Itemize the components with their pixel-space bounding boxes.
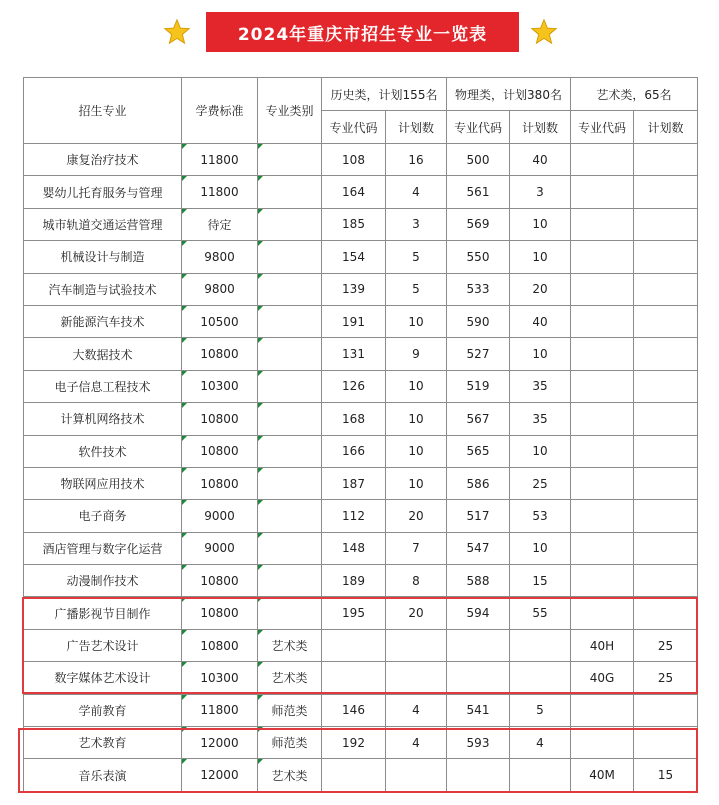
cell-h-code: 166 [322, 435, 386, 467]
cell-a-code [571, 500, 634, 532]
cell-major: 学前教育 [24, 694, 182, 726]
cell-a-code [571, 727, 634, 759]
cell-p-code: 594 [447, 597, 510, 629]
table-row [24, 370, 698, 402]
cell-h-plan [386, 759, 447, 791]
cell-p-plan: 15 [510, 565, 571, 597]
cell-category [258, 305, 322, 337]
header-history-group: 历史类，计划155名 [322, 78, 447, 111]
table-row [24, 727, 698, 759]
star-icon [163, 18, 191, 46]
cell-h-plan: 5 [386, 241, 447, 273]
cell-category [258, 208, 322, 240]
cell-p-plan: 53 [510, 500, 571, 532]
table-row [24, 241, 698, 273]
cell-a-plan [634, 338, 698, 370]
cell-a-code [571, 273, 634, 305]
cell-a-plan [634, 370, 698, 402]
cell-a-code [571, 403, 634, 435]
cell-h-code: 195 [322, 597, 386, 629]
cell-h-plan: 4 [386, 694, 447, 726]
cell-h-code: 185 [322, 208, 386, 240]
cell-a-code [571, 597, 634, 629]
cell-h-plan: 10 [386, 370, 447, 402]
cell-h-plan: 20 [386, 500, 447, 532]
cell-h-code: 168 [322, 403, 386, 435]
cell-category [258, 176, 322, 208]
cell-a-code [571, 532, 634, 564]
cell-p-code [447, 759, 510, 791]
cell-p-plan [510, 629, 571, 661]
cell-h-plan: 16 [386, 144, 447, 176]
cell-h-plan: 5 [386, 273, 447, 305]
star-icon [530, 18, 558, 46]
cell-p-code: 588 [447, 565, 510, 597]
cell-fee: 10300 [182, 662, 258, 694]
cell-category [258, 597, 322, 629]
cell-h-code: 108 [322, 144, 386, 176]
cell-a-plan: 25 [634, 629, 698, 661]
cell-a-plan [634, 208, 698, 240]
cell-p-code: 586 [447, 467, 510, 499]
cell-h-plan: 7 [386, 532, 447, 564]
header-art-group: 艺术类，65名 [571, 78, 698, 111]
cell-h-code [322, 759, 386, 791]
cell-category [258, 273, 322, 305]
cell-major: 音乐表演 [24, 759, 182, 791]
cell-h-plan: 4 [386, 727, 447, 759]
cell-major: 康复治疗技术 [24, 144, 182, 176]
cell-p-code: 565 [447, 435, 510, 467]
cell-a-code [571, 144, 634, 176]
cell-p-code: 527 [447, 338, 510, 370]
cell-p-plan: 10 [510, 208, 571, 240]
table-row [24, 144, 698, 176]
table-row [24, 208, 698, 240]
cell-h-plan: 10 [386, 403, 447, 435]
header-fee: 学费标准 [182, 78, 258, 144]
cell-h-code: 146 [322, 694, 386, 726]
cell-fee: 11800 [182, 176, 258, 208]
cell-h-code [322, 662, 386, 694]
cell-p-plan: 4 [510, 727, 571, 759]
cell-category [258, 403, 322, 435]
cell-major: 动漫制作技术 [24, 565, 182, 597]
cell-a-plan [634, 467, 698, 499]
enrollment-table [23, 77, 698, 792]
cell-p-code: 593 [447, 727, 510, 759]
cell-fee: 10800 [182, 597, 258, 629]
cell-major: 电子商务 [24, 500, 182, 532]
table-body [24, 144, 698, 792]
cell-category [258, 370, 322, 402]
cell-p-plan [510, 759, 571, 791]
cell-h-code: 131 [322, 338, 386, 370]
cell-fee: 11800 [182, 144, 258, 176]
cell-fee: 11800 [182, 694, 258, 726]
header-history-plan: 计划数 [386, 111, 447, 144]
cell-h-plan: 3 [386, 208, 447, 240]
header-major: 招生专业 [24, 78, 182, 144]
cell-major: 广告艺术设计 [24, 629, 182, 661]
cell-a-plan [634, 532, 698, 564]
cell-major: 广播影视节目制作 [24, 597, 182, 629]
cell-p-code: 550 [447, 241, 510, 273]
cell-major: 大数据技术 [24, 338, 182, 370]
table-row [24, 662, 698, 694]
cell-major: 数字媒体艺术设计 [24, 662, 182, 694]
cell-a-plan [634, 273, 698, 305]
cell-fee: 9000 [182, 532, 258, 564]
cell-category: 师范类 [258, 694, 322, 726]
cell-h-code: 187 [322, 467, 386, 499]
cell-a-plan [634, 241, 698, 273]
cell-p-plan: 55 [510, 597, 571, 629]
cell-a-code [571, 435, 634, 467]
header-art-plan: 计划数 [634, 111, 698, 144]
cell-fee: 10800 [182, 565, 258, 597]
cell-major: 城市轨道交通运营管理 [24, 208, 182, 240]
table-row [24, 403, 698, 435]
table-row [24, 629, 698, 661]
cell-major: 计算机网络技术 [24, 403, 182, 435]
cell-h-code: 164 [322, 176, 386, 208]
header-physics-plan: 计划数 [510, 111, 571, 144]
cell-p-plan [510, 662, 571, 694]
cell-p-code [447, 629, 510, 661]
cell-category [258, 144, 322, 176]
title-area [0, 12, 719, 52]
cell-p-plan: 35 [510, 370, 571, 402]
cell-a-code: 40G [571, 662, 634, 694]
cell-p-code [447, 662, 510, 694]
table-row [24, 338, 698, 370]
cell-p-code: 561 [447, 176, 510, 208]
table-row [24, 176, 698, 208]
table-row [24, 500, 698, 532]
cell-h-code: 112 [322, 500, 386, 532]
cell-fee: 9000 [182, 500, 258, 532]
cell-fee: 待定 [182, 208, 258, 240]
header-category: 专业类别 [258, 78, 322, 144]
cell-p-plan: 10 [510, 338, 571, 370]
cell-h-plan: 10 [386, 305, 447, 337]
table-row [24, 759, 698, 791]
cell-a-code [571, 370, 634, 402]
header-history-code: 专业代码 [322, 111, 386, 144]
cell-fee: 9800 [182, 273, 258, 305]
cell-h-plan: 4 [386, 176, 447, 208]
cell-fee: 10800 [182, 435, 258, 467]
cell-category [258, 532, 322, 564]
page-title: 2024年重庆市招生专业一览表 [206, 12, 519, 52]
cell-fee: 12000 [182, 759, 258, 791]
cell-major: 新能源汽车技术 [24, 305, 182, 337]
table-row [24, 597, 698, 629]
cell-p-plan: 3 [510, 176, 571, 208]
table-row [24, 435, 698, 467]
cell-h-plan: 10 [386, 435, 447, 467]
cell-category: 师范类 [258, 727, 322, 759]
cell-h-plan [386, 629, 447, 661]
cell-p-code: 567 [447, 403, 510, 435]
cell-p-code: 547 [447, 532, 510, 564]
cell-a-plan [634, 176, 698, 208]
cell-a-plan [634, 435, 698, 467]
cell-p-code: 517 [447, 500, 510, 532]
table-row [24, 273, 698, 305]
cell-a-plan [634, 727, 698, 759]
cell-fee: 10500 [182, 305, 258, 337]
cell-major: 艺术教育 [24, 727, 182, 759]
cell-p-code: 590 [447, 305, 510, 337]
cell-p-plan: 10 [510, 435, 571, 467]
cell-fee: 12000 [182, 727, 258, 759]
cell-a-plan [634, 500, 698, 532]
cell-fee: 10300 [182, 370, 258, 402]
cell-a-code [571, 694, 634, 726]
cell-p-code: 500 [447, 144, 510, 176]
cell-a-code [571, 565, 634, 597]
table-row [24, 532, 698, 564]
cell-a-plan: 25 [634, 662, 698, 694]
cell-category [258, 435, 322, 467]
cell-category: 艺术类 [258, 629, 322, 661]
cell-h-plan: 20 [386, 597, 447, 629]
cell-p-plan: 10 [510, 532, 571, 564]
cell-h-code: 189 [322, 565, 386, 597]
cell-a-plan [634, 305, 698, 337]
table-row [24, 305, 698, 337]
cell-h-code: 126 [322, 370, 386, 402]
cell-major: 酒店管理与数字化运营 [24, 532, 182, 564]
cell-category [258, 241, 322, 273]
cell-h-plan: 9 [386, 338, 447, 370]
cell-category [258, 500, 322, 532]
cell-fee: 10800 [182, 403, 258, 435]
header-art-code: 专业代码 [571, 111, 634, 144]
cell-a-code: 40H [571, 629, 634, 661]
cell-h-code: 148 [322, 532, 386, 564]
cell-a-code [571, 241, 634, 273]
cell-category: 艺术类 [258, 759, 322, 791]
cell-a-plan [634, 403, 698, 435]
cell-a-plan [634, 144, 698, 176]
cell-h-code: 154 [322, 241, 386, 273]
cell-p-plan: 5 [510, 694, 571, 726]
cell-fee: 10800 [182, 629, 258, 661]
cell-a-code [571, 338, 634, 370]
cell-fee: 10800 [182, 338, 258, 370]
cell-category: 艺术类 [258, 662, 322, 694]
cell-major: 汽车制造与试验技术 [24, 273, 182, 305]
header-physics-group: 物理类，计划380名 [447, 78, 571, 111]
cell-h-code [322, 629, 386, 661]
cell-major: 电子信息工程技术 [24, 370, 182, 402]
cell-a-code: 40M [571, 759, 634, 791]
cell-a-code [571, 176, 634, 208]
cell-h-plan: 8 [386, 565, 447, 597]
cell-h-code: 192 [322, 727, 386, 759]
cell-h-plan: 10 [386, 467, 447, 499]
cell-major: 机械设计与制造 [24, 241, 182, 273]
cell-major: 物联网应用技术 [24, 467, 182, 499]
cell-p-plan: 40 [510, 305, 571, 337]
cell-p-plan: 35 [510, 403, 571, 435]
cell-category [258, 467, 322, 499]
cell-p-plan: 10 [510, 241, 571, 273]
cell-p-code: 569 [447, 208, 510, 240]
cell-a-code [571, 467, 634, 499]
cell-p-code: 533 [447, 273, 510, 305]
cell-a-plan: 15 [634, 759, 698, 791]
table-row [24, 467, 698, 499]
cell-major: 婴幼儿托育服务与管理 [24, 176, 182, 208]
cell-category [258, 338, 322, 370]
cell-p-plan: 20 [510, 273, 571, 305]
cell-p-code: 519 [447, 370, 510, 402]
cell-fee: 9800 [182, 241, 258, 273]
cell-p-plan: 40 [510, 144, 571, 176]
cell-a-plan [634, 597, 698, 629]
cell-major: 软件技术 [24, 435, 182, 467]
cell-p-plan: 25 [510, 467, 571, 499]
cell-h-code: 139 [322, 273, 386, 305]
cell-fee: 10800 [182, 467, 258, 499]
cell-a-code [571, 208, 634, 240]
cell-h-code: 191 [322, 305, 386, 337]
table-row [24, 565, 698, 597]
cell-a-code [571, 305, 634, 337]
cell-a-plan [634, 694, 698, 726]
cell-p-code: 541 [447, 694, 510, 726]
cell-h-plan [386, 662, 447, 694]
header-physics-code: 专业代码 [447, 111, 510, 144]
table-row [24, 694, 698, 726]
cell-a-plan [634, 565, 698, 597]
cell-category [258, 565, 322, 597]
